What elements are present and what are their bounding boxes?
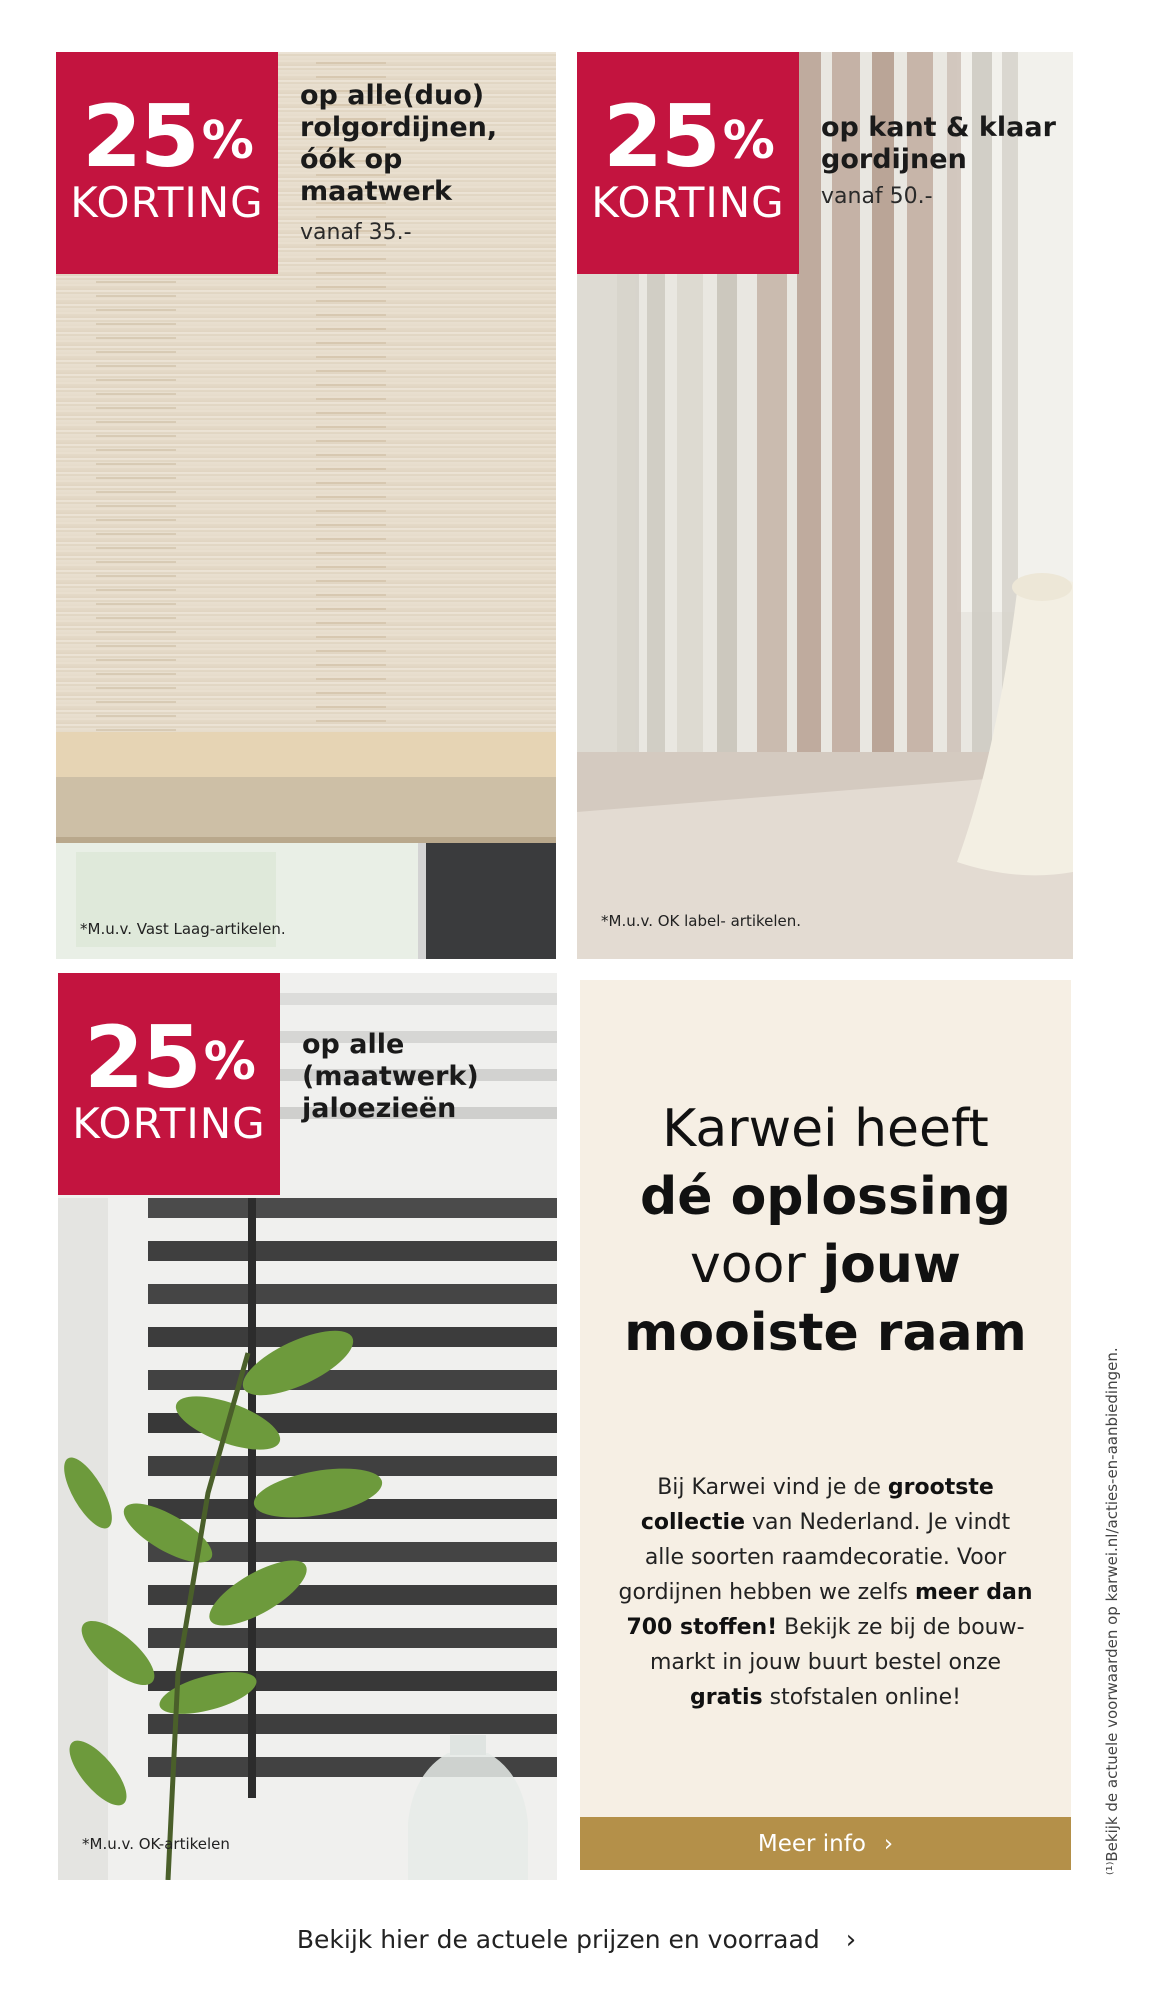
meer-info-label: Meer info bbox=[757, 1830, 866, 1857]
headline-line: gordijnen bbox=[821, 144, 967, 175]
promo-headline bbox=[821, 112, 1056, 176]
promo-footnote: *M.u.v. OK label- artikelen. bbox=[601, 912, 802, 930]
meer-info-button[interactable] bbox=[580, 1817, 1071, 1870]
info-body-text bbox=[610, 1470, 1041, 1715]
info-title bbox=[580, 1095, 1071, 1367]
info-title-line: Karwei heeft bbox=[662, 1099, 989, 1159]
discount-label: KORTING bbox=[591, 178, 785, 227]
discount-label: KORTING bbox=[70, 178, 264, 227]
headline-line: op alle(duo) bbox=[300, 80, 485, 111]
chevron-right-icon: › bbox=[883, 1830, 894, 1857]
discount-percent: 25% bbox=[84, 1008, 254, 1108]
headline-line: op kant & klaar bbox=[821, 112, 1056, 143]
chevron-right-icon: › bbox=[845, 1925, 857, 1955]
body-line: 700 stoffen! Bekijk ze bij de bouw- bbox=[626, 1615, 1025, 1640]
promo-tile-jaloezieen[interactable] bbox=[58, 973, 557, 1880]
info-title-line: voor jouw bbox=[690, 1235, 961, 1295]
promo-headline bbox=[302, 1029, 479, 1125]
discount-percent: 25% bbox=[82, 87, 252, 187]
discount-badge bbox=[577, 52, 799, 274]
info-panel bbox=[580, 980, 1071, 1870]
info-title-line: dé oplossing bbox=[639, 1167, 1012, 1227]
discount-badge bbox=[56, 52, 278, 274]
headline-line: óók op bbox=[300, 144, 403, 175]
promo-footnote: *M.u.v. OK-artikelen bbox=[82, 1835, 230, 1853]
promo-price: vanaf 35.- bbox=[300, 220, 412, 245]
discount-badge bbox=[58, 973, 280, 1195]
body-line: markt in jouw buurt bestel onze bbox=[649, 1650, 1002, 1675]
body-line: gratis stofstalen online! bbox=[690, 1685, 961, 1710]
terms-side-note: ⁽¹⁾Bekijk de actuele voorwaarden op karwei.nl/acties-en-aanbiedingen. bbox=[1103, 1347, 1121, 1875]
promo-headline bbox=[300, 80, 497, 208]
body-line: collectie van Nederland. Je vindt bbox=[640, 1510, 1011, 1535]
headline-line: op alle bbox=[302, 1029, 405, 1060]
body-line: alle soorten raamdecoratie. Voor bbox=[644, 1545, 1007, 1570]
discount-percent: 25% bbox=[603, 87, 773, 187]
prices-stock-link-label: Bekijk hier de actuele prijzen en voorraad bbox=[296, 1925, 820, 1954]
promo-price: vanaf 50.- bbox=[821, 184, 933, 209]
prices-stock-link[interactable] bbox=[0, 1925, 1153, 1955]
promo-footnote: *M.u.v. Vast Laag-artikelen. bbox=[80, 920, 286, 938]
promo-tile-gordijnen[interactable] bbox=[577, 52, 1073, 959]
discount-label: KORTING bbox=[72, 1099, 266, 1148]
body-line: gordijnen hebben we zelfs meer dan bbox=[618, 1580, 1033, 1605]
headline-line: rolgordijnen, bbox=[300, 112, 498, 143]
headline-line: jaloezieën bbox=[302, 1093, 457, 1124]
headline-line: maatwerk bbox=[300, 176, 453, 207]
body-line: Bij Karwei vind je de grootste bbox=[657, 1475, 994, 1500]
promo-tile-rolgordijnen[interactable] bbox=[56, 52, 556, 959]
info-title-line: mooiste raam bbox=[624, 1303, 1027, 1363]
headline-line: (maatwerk) bbox=[302, 1061, 479, 1092]
